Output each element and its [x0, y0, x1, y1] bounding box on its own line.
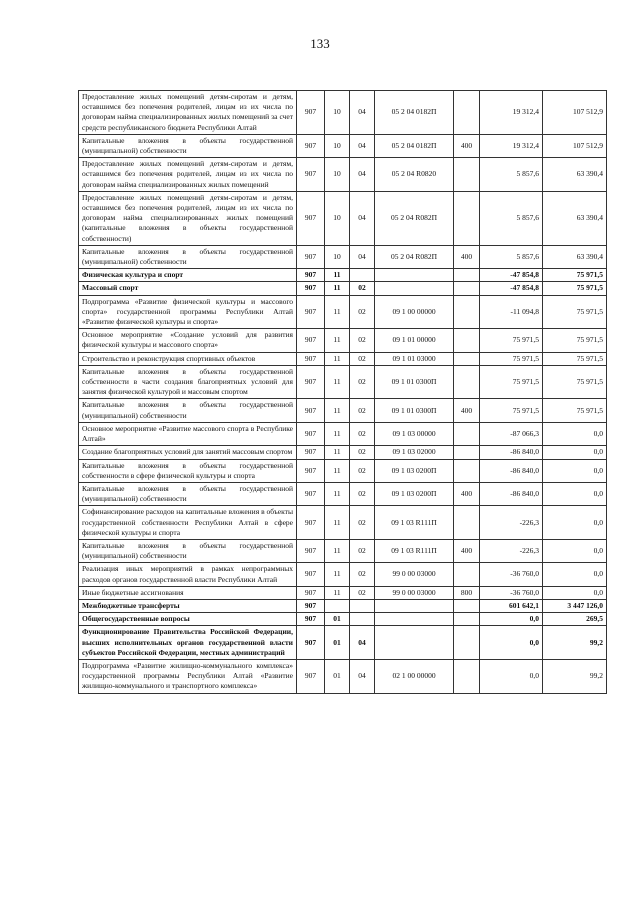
- table-row: [79, 191, 607, 245]
- row-admin-code: 907: [297, 282, 325, 295]
- row-target-code: [375, 626, 454, 660]
- row-target-code: 09 1 03 0200П: [375, 459, 454, 482]
- row-subsection: 02: [350, 365, 375, 399]
- row-admin-code: 907: [297, 459, 325, 482]
- row-subsection: 04: [350, 91, 375, 135]
- row-section: 01: [325, 626, 350, 660]
- row-expense-type: [454, 191, 480, 245]
- row-amount-change: -11 094,8: [480, 295, 543, 329]
- row-target-code: 05 2 04 R082П: [375, 191, 454, 245]
- row-admin-code: 907: [297, 352, 325, 365]
- table-row: [79, 158, 607, 192]
- row-subsection: 02: [350, 329, 375, 352]
- row-section: 11: [325, 482, 350, 505]
- row-name: Реализация иных мероприятий в рамках непрограммных расходов органов государственной власти Республики Алтай: [79, 563, 297, 586]
- table-row: [79, 586, 607, 599]
- row-name: Основное мероприятие «Развитие массового спорта в Республике Алтай»: [79, 422, 297, 445]
- row-name: Подпрограмма «Развитие физической культуры и массового спорта» государственной программы Республики Алтай «Развитие физической культуры и спорта»: [79, 295, 297, 329]
- row-amount-total: 75 971,5: [543, 329, 607, 352]
- row-expense-type: [454, 282, 480, 295]
- row-admin-code: 907: [297, 134, 325, 157]
- row-section: 11: [325, 352, 350, 365]
- table-row: [79, 269, 607, 282]
- row-subsection: 02: [350, 563, 375, 586]
- row-expense-type: [454, 91, 480, 135]
- table-row: [79, 91, 607, 135]
- row-name: Капитальные вложения в объекты государственной (муниципальной) собственности: [79, 539, 297, 562]
- row-name: Предоставление жилых помещений детям-сиротам и детям, оставшимся без попечения родителей, лицам из их числа по договорам найма специализированных жилых помещений за счет средств республиканского бюджета Республики Алтай: [79, 91, 297, 135]
- row-amount-change: -226,3: [480, 506, 543, 540]
- row-expense-type: 400: [454, 245, 480, 268]
- row-section: 11: [325, 399, 350, 422]
- row-amount-total: 269,5: [543, 613, 607, 626]
- row-target-code: [375, 599, 454, 612]
- budget-table-body: [79, 91, 607, 694]
- table-row: [79, 626, 607, 660]
- row-section: 11: [325, 506, 350, 540]
- row-admin-code: 907: [297, 422, 325, 445]
- row-expense-type: [454, 422, 480, 445]
- row-amount-total: 0,0: [543, 506, 607, 540]
- row-amount-total: 63 390,4: [543, 191, 607, 245]
- row-expense-type: [454, 158, 480, 192]
- row-name: Иные бюджетные ассигнования: [79, 586, 297, 599]
- row-amount-change: 75 971,5: [480, 399, 543, 422]
- table-row: [79, 134, 607, 157]
- table-row: [79, 599, 607, 612]
- row-amount-change: 0,0: [480, 626, 543, 660]
- table-row: [79, 422, 607, 445]
- row-target-code: 05 2 04 0182П: [375, 91, 454, 135]
- row-admin-code: 907: [297, 158, 325, 192]
- row-amount-change: 5 857,6: [480, 191, 543, 245]
- row-section: [325, 599, 350, 612]
- row-expense-type: [454, 459, 480, 482]
- table-row: [79, 329, 607, 352]
- row-subsection: 02: [350, 399, 375, 422]
- row-amount-change: -47 854,8: [480, 282, 543, 295]
- row-expense-type: [454, 446, 480, 459]
- row-admin-code: 907: [297, 482, 325, 505]
- row-amount-total: 0,0: [543, 563, 607, 586]
- row-section: 11: [325, 269, 350, 282]
- row-amount-change: 5 857,6: [480, 245, 543, 268]
- row-target-code: 99 0 00 03000: [375, 563, 454, 586]
- table-row: [79, 459, 607, 482]
- row-section: 11: [325, 446, 350, 459]
- row-amount-total: 75 971,5: [543, 295, 607, 329]
- row-amount-change: -226,3: [480, 539, 543, 562]
- row-amount-total: 75 971,5: [543, 269, 607, 282]
- row-expense-type: [454, 295, 480, 329]
- row-admin-code: 907: [297, 365, 325, 399]
- row-amount-change: -47 854,8: [480, 269, 543, 282]
- row-section: 11: [325, 295, 350, 329]
- table-row: [79, 446, 607, 459]
- row-amount-total: 107 512,9: [543, 91, 607, 135]
- row-name: Функционирование Правительства Российской Федерации, высших исполнительных органов государственной власти субъектов Российской Федерации, местных администраций: [79, 626, 297, 660]
- row-name: Физическая культура и спорт: [79, 269, 297, 282]
- row-target-code: 02 1 00 00000: [375, 659, 454, 693]
- table-row: [79, 506, 607, 540]
- row-target-code: 09 1 03 02000: [375, 446, 454, 459]
- row-expense-type: [454, 329, 480, 352]
- row-name: Основное мероприятие «Создание условий для развития физической культуры и массового спорта»: [79, 329, 297, 352]
- row-name: Капитальные вложения в объекты государственной (муниципальной) собственности: [79, 399, 297, 422]
- row-target-code: 99 0 00 03000: [375, 586, 454, 599]
- row-name: Массовый спорт: [79, 282, 297, 295]
- row-amount-total: 75 971,5: [543, 365, 607, 399]
- row-expense-type: 400: [454, 134, 480, 157]
- row-amount-change: -36 760,0: [480, 563, 543, 586]
- row-amount-total: 0,0: [543, 446, 607, 459]
- row-admin-code: 907: [297, 506, 325, 540]
- row-expense-type: 800: [454, 586, 480, 599]
- row-section: 11: [325, 459, 350, 482]
- row-amount-total: 63 390,4: [543, 245, 607, 268]
- table-row: [79, 659, 607, 693]
- row-section: 10: [325, 191, 350, 245]
- row-subsection: [350, 613, 375, 626]
- row-expense-type: 400: [454, 399, 480, 422]
- row-expense-type: [454, 659, 480, 693]
- row-amount-total: 0,0: [543, 422, 607, 445]
- table-row: [79, 245, 607, 268]
- row-target-code: [375, 282, 454, 295]
- row-admin-code: 907: [297, 563, 325, 586]
- row-amount-change: 5 857,6: [480, 158, 543, 192]
- table-row: [79, 282, 607, 295]
- row-subsection: 04: [350, 626, 375, 660]
- row-section: 11: [325, 539, 350, 562]
- row-target-code: 09 1 03 00000: [375, 422, 454, 445]
- budget-table: [78, 90, 607, 694]
- row-target-code: 09 1 01 00000: [375, 329, 454, 352]
- row-target-code: 09 1 01 0300П: [375, 399, 454, 422]
- row-subsection: 02: [350, 586, 375, 599]
- row-name: Капитальные вложения в объекты государственной собственности в сфере физической культуры и спорта: [79, 459, 297, 482]
- row-amount-change: 601 642,1: [480, 599, 543, 612]
- row-admin-code: 907: [297, 295, 325, 329]
- row-name: Софинансирование расходов на капитальные вложения в объекты государственной собственности Республики Алтай в сфере физической культуры и спорта: [79, 506, 297, 540]
- row-expense-type: [454, 563, 480, 586]
- row-expense-type: [454, 613, 480, 626]
- row-target-code: 09 1 01 0300П: [375, 365, 454, 399]
- row-amount-change: -86 840,0: [480, 446, 543, 459]
- row-name: Капитальные вложения в объекты государственной (муниципальной) собственности: [79, 245, 297, 268]
- table-row: [79, 539, 607, 562]
- row-target-code: 09 1 00 00000: [375, 295, 454, 329]
- table-row: [79, 399, 607, 422]
- row-subsection: [350, 269, 375, 282]
- row-subsection: 02: [350, 506, 375, 540]
- row-expense-type: 400: [454, 482, 480, 505]
- row-name: Предоставление жилых помещений детям-сиротам и детям, оставшимся без попечения родителей, лицам из их числа по договорам найма специализированных жилых помещений: [79, 158, 297, 192]
- row-target-code: 09 1 03 0200П: [375, 482, 454, 505]
- row-name: Межбюджетные трансферты: [79, 599, 297, 612]
- row-subsection: 02: [350, 482, 375, 505]
- row-subsection: 02: [350, 446, 375, 459]
- row-amount-change: -87 066,3: [480, 422, 543, 445]
- row-target-code: [375, 613, 454, 626]
- row-expense-type: [454, 506, 480, 540]
- row-section: 11: [325, 329, 350, 352]
- row-admin-code: 907: [297, 539, 325, 562]
- row-admin-code: 907: [297, 613, 325, 626]
- table-row: [79, 352, 607, 365]
- row-expense-type: [454, 599, 480, 612]
- row-section: 11: [325, 422, 350, 445]
- row-amount-change: -86 840,0: [480, 459, 543, 482]
- table-row: [79, 365, 607, 399]
- row-target-code: 09 1 03 R111П: [375, 506, 454, 540]
- row-amount-total: 99,2: [543, 659, 607, 693]
- row-amount-total: 75 971,5: [543, 399, 607, 422]
- row-target-code: 05 2 04 0182П: [375, 134, 454, 157]
- row-amount-change: 0,0: [480, 659, 543, 693]
- row-section: 10: [325, 158, 350, 192]
- row-target-code: [375, 269, 454, 282]
- page-number: 133: [310, 36, 330, 51]
- row-admin-code: 907: [297, 329, 325, 352]
- row-expense-type: [454, 626, 480, 660]
- row-subsection: 02: [350, 459, 375, 482]
- row-section: 11: [325, 282, 350, 295]
- row-amount-change: 75 971,5: [480, 329, 543, 352]
- row-subsection: 04: [350, 134, 375, 157]
- row-name: Создание благоприятных условий для занятий массовым спортом: [79, 446, 297, 459]
- table-row: [79, 295, 607, 329]
- row-section: 11: [325, 563, 350, 586]
- row-expense-type: 400: [454, 539, 480, 562]
- row-subsection: [350, 599, 375, 612]
- row-amount-total: 99,2: [543, 626, 607, 660]
- row-target-code: 05 2 04 R082П: [375, 245, 454, 268]
- row-amount-change: -36 760,0: [480, 586, 543, 599]
- row-subsection: 02: [350, 539, 375, 562]
- row-subsection: 02: [350, 352, 375, 365]
- row-amount-change: 75 971,5: [480, 365, 543, 399]
- row-expense-type: [454, 269, 480, 282]
- row-amount-total: 0,0: [543, 459, 607, 482]
- row-name: Предоставление жилых помещений детям-сиротам и детям, оставшимся без попечения родителей, лицам из их числа по договорам найма специализированных жилых помещений (капитальные вложения в объекты государственной собственности): [79, 191, 297, 245]
- row-amount-change: 75 971,5: [480, 352, 543, 365]
- row-admin-code: 907: [297, 269, 325, 282]
- table-row: [79, 563, 607, 586]
- row-amount-total: 107 512,9: [543, 134, 607, 157]
- row-name: Капитальные вложения в объекты государственной (муниципальной) собственности: [79, 482, 297, 505]
- row-amount-total: 0,0: [543, 539, 607, 562]
- row-name: Капитальные вложения в объекты государственной (муниципальной) собственности: [79, 134, 297, 157]
- row-subsection: 02: [350, 282, 375, 295]
- row-amount-total: 0,0: [543, 586, 607, 599]
- row-subsection: 04: [350, 245, 375, 268]
- row-amount-total: 75 971,5: [543, 282, 607, 295]
- row-amount-change: 19 312,4: [480, 134, 543, 157]
- row-admin-code: 907: [297, 599, 325, 612]
- row-name: Подпрограмма «Развитие жилищно-коммунального комплекса» государственной программы Республики Алтай «Развитие жилищно-коммунального и транспортного комплекса»: [79, 659, 297, 693]
- row-target-code: 09 1 03 R111П: [375, 539, 454, 562]
- row-expense-type: [454, 365, 480, 399]
- row-admin-code: 907: [297, 586, 325, 599]
- row-amount-change: 0,0: [480, 613, 543, 626]
- row-name: Общегосударственные вопросы: [79, 613, 297, 626]
- row-admin-code: 907: [297, 245, 325, 268]
- row-admin-code: 907: [297, 446, 325, 459]
- row-section: 11: [325, 586, 350, 599]
- row-subsection: 02: [350, 422, 375, 445]
- row-expense-type: [454, 352, 480, 365]
- row-subsection: 04: [350, 659, 375, 693]
- row-name: Строительство и реконструкция спортивных объектов: [79, 352, 297, 365]
- row-section: 11: [325, 365, 350, 399]
- row-subsection: 02: [350, 295, 375, 329]
- row-amount-total: 75 971,5: [543, 352, 607, 365]
- row-subsection: 04: [350, 158, 375, 192]
- row-admin-code: 907: [297, 91, 325, 135]
- row-section: 01: [325, 613, 350, 626]
- row-amount-total: 3 447 126,0: [543, 599, 607, 612]
- row-amount-total: 0,0: [543, 482, 607, 505]
- row-amount-change: 19 312,4: [480, 91, 543, 135]
- row-section: 10: [325, 91, 350, 135]
- row-target-code: 05 2 04 R0820: [375, 158, 454, 192]
- row-admin-code: 907: [297, 191, 325, 245]
- row-target-code: 09 1 01 03000: [375, 352, 454, 365]
- row-section: 01: [325, 659, 350, 693]
- row-admin-code: 907: [297, 626, 325, 660]
- row-section: 10: [325, 245, 350, 268]
- row-section: 10: [325, 134, 350, 157]
- row-subsection: 04: [350, 191, 375, 245]
- row-amount-total: 63 390,4: [543, 158, 607, 192]
- row-admin-code: 907: [297, 659, 325, 693]
- table-row: [79, 482, 607, 505]
- row-amount-change: -86 840,0: [480, 482, 543, 505]
- row-name: Капитальные вложения в объекты государственной собственности в части создания благоприятных условий для занятия физической культурой и массовым спортом: [79, 365, 297, 399]
- table-row: [79, 613, 607, 626]
- row-admin-code: 907: [297, 399, 325, 422]
